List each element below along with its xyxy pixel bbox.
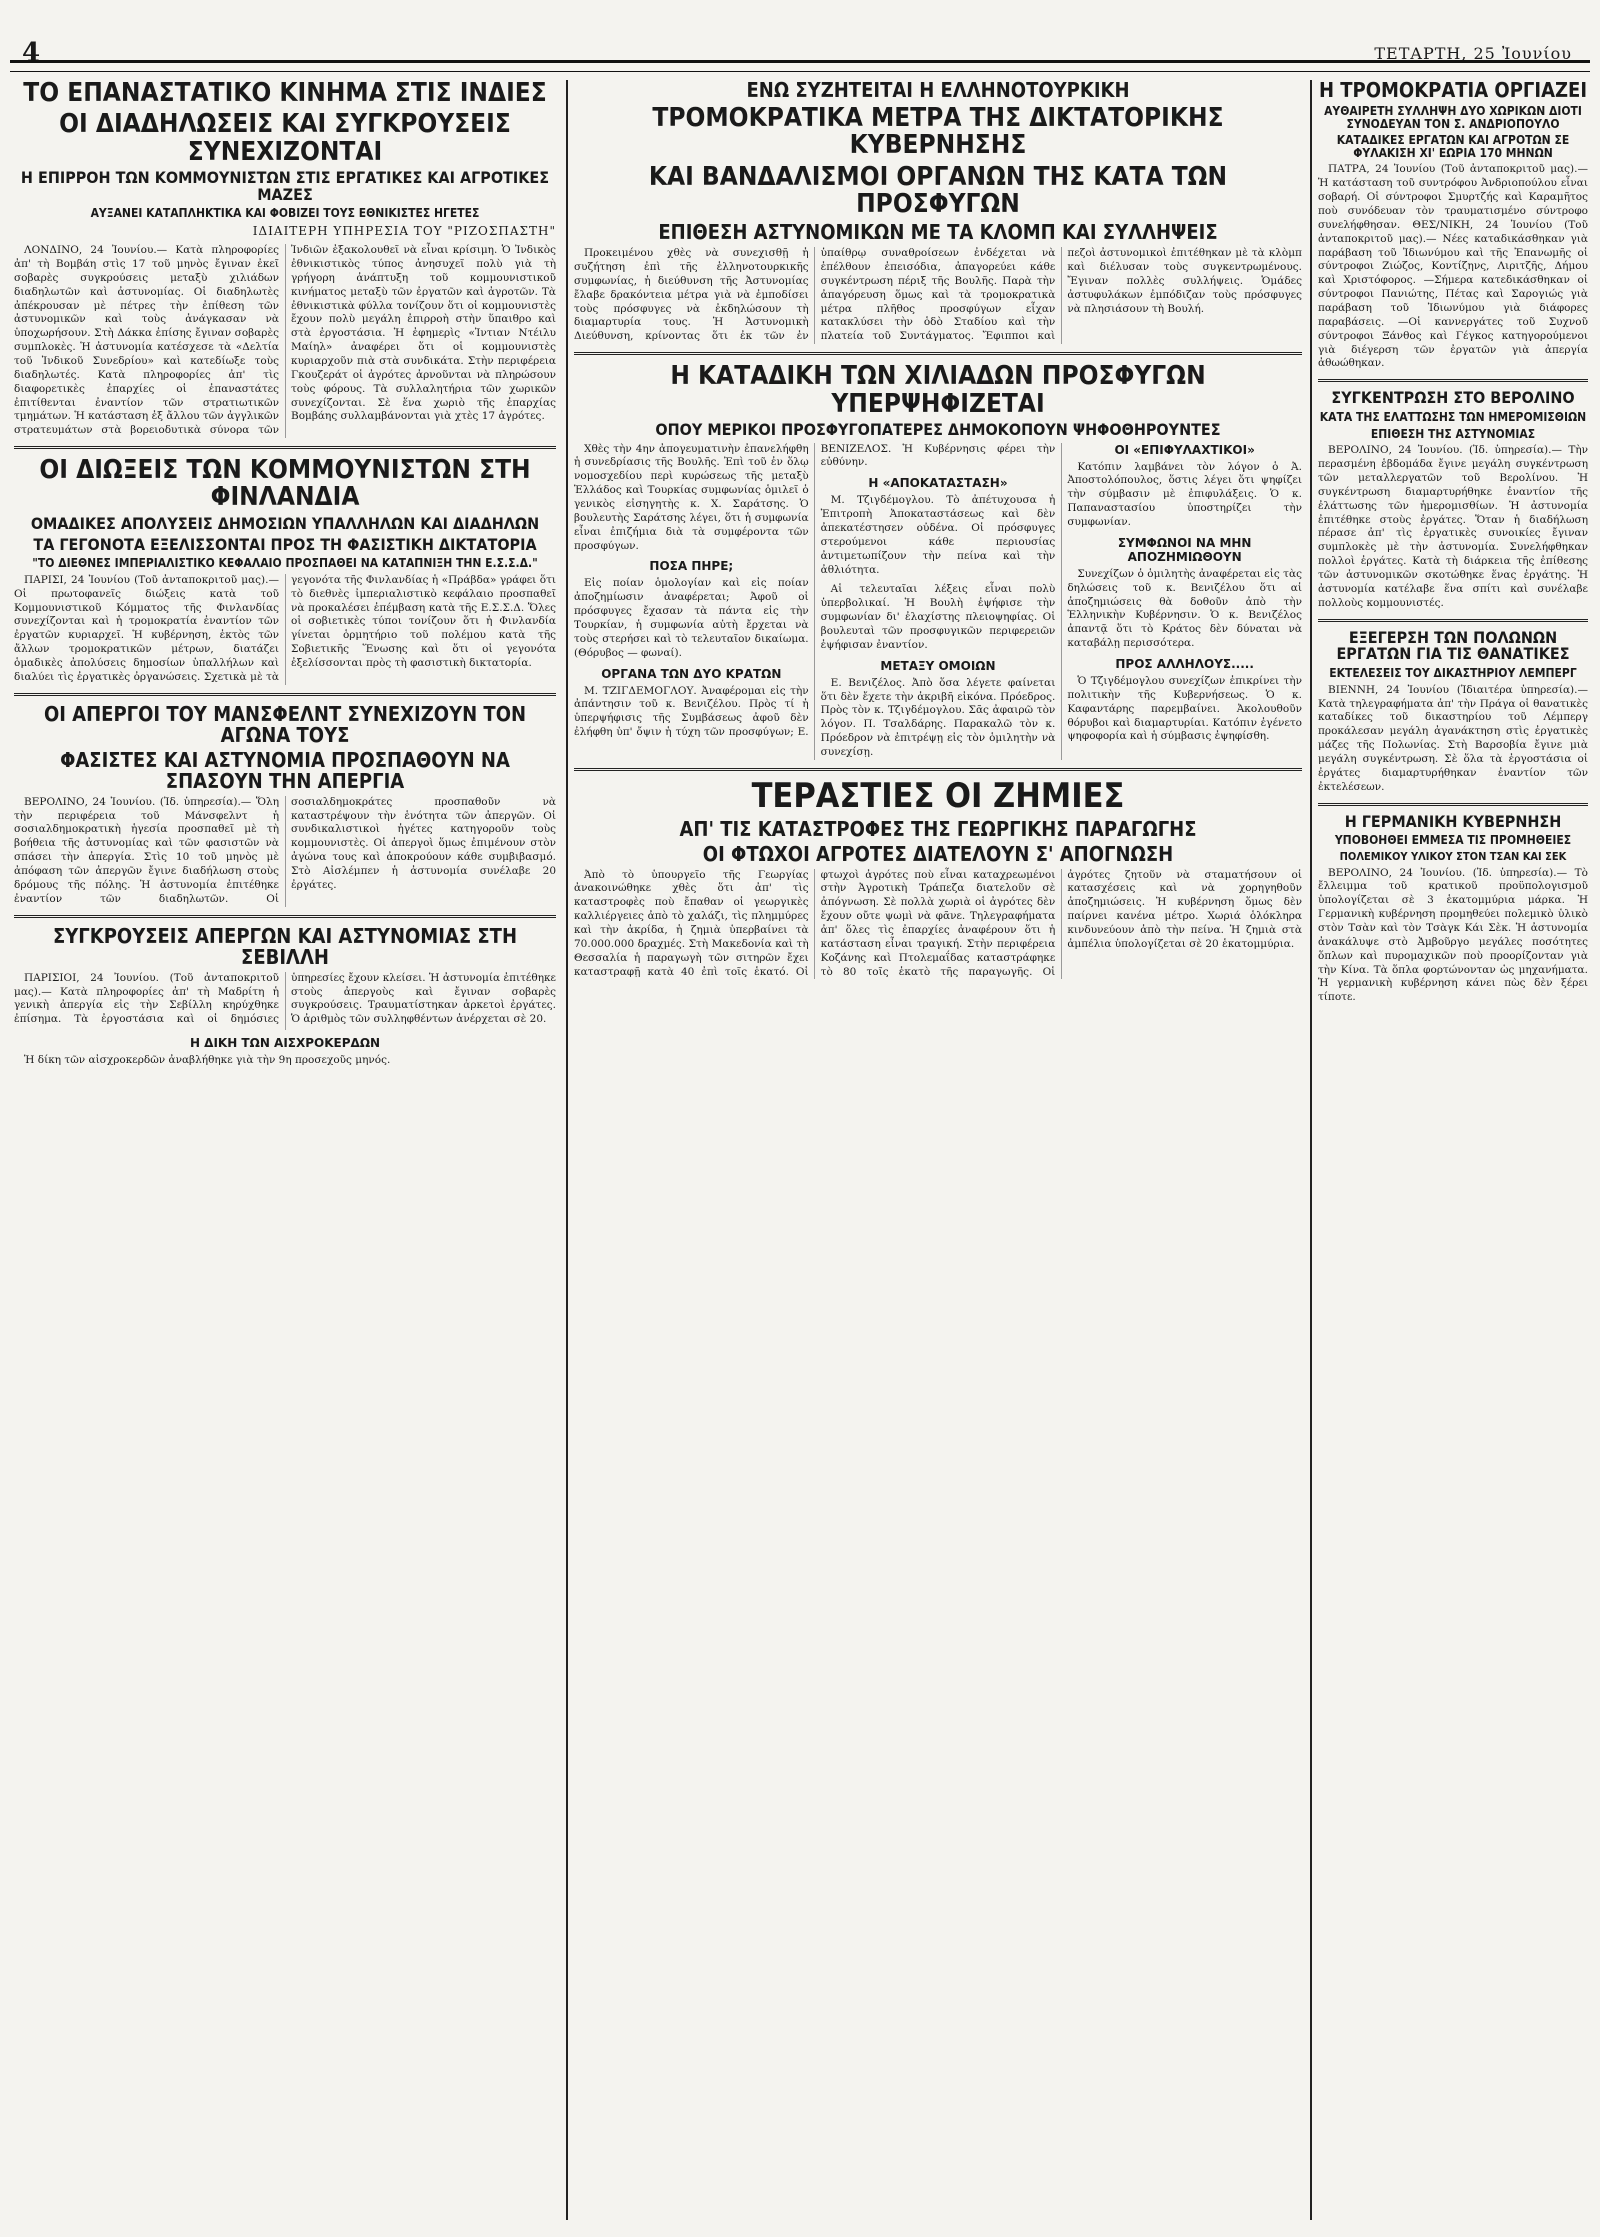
article-germany	[1318, 811, 1588, 1006]
subheadline: ΥΠΟΒΟΗΘΕΙ ΕΜΜΕΣΑ ΤΙΣ ΠΡΟΜΗΘΕΙΕΣ	[1334, 833, 1572, 848]
subheadline: ΚΑΤΑ ΤΗΣ ΕΛΑΤΤΩΣΗΣ ΤΩΝ ΗΜΕΡΟΜΙΣΘΙΩΝ	[1319, 410, 1587, 425]
subheadline: Η ΔΙΚΗ ΤΩΝ ΑΙΣΧΡΟΚΕΡΔΩΝ	[189, 1036, 381, 1051]
separator	[1318, 619, 1588, 622]
headline: ΟΙ ΔΙΩΞΕΙΣ ΤΩΝ ΚΟΜΜΟΥΝΙΣΤΩΝ ΣΤΗ ΦΙΝΛΑΝΔΙΑ	[39, 455, 531, 513]
article-body: Εἰς ποίαν ὁμολογίαν καὶ εἰς ποίαν ἀποζημίωσιν ἀναφέρεται; Ἀφοῦ οἱ πρόσφυγες ἔχασαν τὰ πάντα εἰς τὴν Τουρκίαν, ἡ συμφωνία αὐτὴ ἔρχεται νὰ τοὺς στερήσει καὶ τὸ τελευταῖον δικαίωμα. (Θόρυβος — φωναί).	[574, 577, 809, 659]
section-heading: ΠΟΣΑ ΠΗΡΕ;	[649, 559, 734, 574]
section-heading: ΣΥΜΦΩΝΟΙ ΝΑ ΜΗΝ ΑΠΟΖΗΜΙΩΘΟΥΝ	[1117, 535, 1252, 564]
subheadline: ΕΠΙΘΕΣΗ ΤΗΣ ΑΣΤΥΝΟΜΙΑΣ	[1370, 426, 1536, 441]
section-heading: ΟΙ «ΕΠΙΦΥΛΑΧΤΙΚΟΙ»	[1114, 442, 1255, 457]
article-refugees-vote	[574, 363, 1302, 760]
headline: Η ΤΡΟΜΟΚΡΑΤΙΑ ΟΡΓΙΑΖΕΙ	[1318, 80, 1588, 102]
section-heading: ΟΡΓΑΝΑ ΤΩΝ ΔΥΟ ΚΡΑΤΩΝ	[601, 666, 782, 681]
article-berlin	[1318, 390, 1588, 610]
article-body: Χθὲς τὴν 4ην ἀπογευματινὴν ἐπανελήφθη ἡ συνεδρίασις τῆς Βουλῆς. Ἐπὶ τοῦ ἐν ὅλῳ νομοσχεδίου περὶ κυρώσεως τῆς μεταξὺ Ἑλλάδος καὶ Τουρκίας συμφωνίας ὁμιλεῖ ὁ γενικὸς εἰσηγητὴς κ. Χ. Σαράτσης. Ὁ βουλευτὴς Σαράτσης λέγει, ὅτι ἡ συμφωνία εἶναι ἐπιζήμια διὰ τὰ συμφέροντα τῶν προσφύγων.	[574, 442, 809, 552]
headline: ΤΟ ΕΠΑΝΑΣΤΑΤΙΚΟ ΚΙΝΗΜΑ ΣΤΙΣ ΙΝΔΙΕΣ	[23, 80, 547, 108]
article-body: Ὁ Τζιγδέμογλου συνεχίζων ἐπικρίνει τὴν πολιτικὴν τῆς Κυβερνήσεως. Ὁ κ. Καφαντάρης παρεμβαίνει. Ἀκολουθοῦν θόρυβοι καὶ διαμαρτυρίαι. Κατόπιν ἐγένετο ψηφοφορία καὶ ἡ σύμβασις ἐψηφίσθη.	[1067, 675, 1302, 743]
headline: ΦΑΣΙΣΤΕΣ ΚΑΙ ΑΣΤΥΝΟΜΙΑ ΠΡΟΣΠΑΘΟΥΝ ΝΑ ΣΠΑΣΟΥΝ ΤΗΝ ΑΠΕΡΓΙΑ	[60, 747, 510, 793]
article-greco-turkish	[574, 80, 1302, 344]
article-body: Ἡ δίκη τῶν αἰσχροκερδῶν ἀναβλήθηκε γιὰ τὴν 9η προσεχοῦς μηνός.	[24, 1054, 391, 1067]
article-patras	[1318, 80, 1588, 371]
article-finland	[14, 457, 556, 685]
article-body: Ε. Βενιζέλος. Ἀπὸ ὅσα λέγετε φαίνεται ὅτι δὲν ἔχετε τὴν ἀκριβῆ εἰκόνα. Πρόεδρος. Πρὸς τὸν κ. Τζιγδέμογλου. Σᾶς ἀφαιρῶ τὸν λόγον. Π. Τσαλδάρης. Παρακαλῶ τὸν κ. Πρόεδρον νὰ ἐπιτρέψῃ εἰς τὸν ὁμιλητὴν νὰ συνεχίσῃ.	[820, 676, 1056, 759]
issue-date: ΤΕΤΑΡΤΗ, 25 Ἰουνίου	[1374, 44, 1572, 63]
section-heading: ΜΕΤΑΞΥ ΟΜΟΙΩΝ	[880, 658, 996, 673]
column-divider	[566, 80, 568, 2220]
page-number: 4	[22, 38, 41, 68]
separator	[14, 693, 556, 696]
subheadline: ΟΠΟΥ ΜΕΡΙΚΟΙ ΠΡΟΣΦΥΓΟΠΑΤΕΡΕΣ ΔΗΜΟΚΟΠΟΥΝ ΨΗΦΟΘΗΡΟΥΝΤΕΣ	[655, 419, 1221, 439]
article-body: Προκειμένου χθὲς νὰ συνεχισθῇ ἡ συζήτηση ἐπὶ τῆς ἑλληνοτουρκικῆς συμφωνίας, ἡ διεύθυνση τῆς Ἀστυνομίας ἔλαβε δρακόντεια μέτρα γιὰ νὰ ἐμποδίσει τοὺς πρόσφυγες νὰ ἐκδηλώσουν τὴ διαμαρτυρία τους. Ἡ Ἀστυνομικὴ Διεύθυνση, κρίνοντας ὅτι ἐκ τῶν ἐν ὑπαίθρῳ συναθροίσεων ἐνδέχεται νὰ ἐπέλθουν ἐπεισόδια, ἀπαγορεύει κάθε συγκέντρωση πέριξ τῆς Βουλῆς. Παρὰ τὴν ἀπαγόρευση ὅμως καὶ τὰ τρομοκρατικὰ μέτρα πλῆθος προσφύγων εἶχαν κατακλύσει τὴν ὁδὸ Σταδίου καὶ τὴν πλατεία τοῦ Συντάγματος. Ἔφιπποι καὶ πεζοὶ ἀστυνομικοὶ ἐπιτέθηκαν μὲ τὰ κλὸμπ καὶ διέλυσαν τοὺς συγκεντρωμένους. Ἔγιναν πολλὲς συλλήψεις. Ὁμάδες ἀστυφυλάκων ἐμπόδιζαν τοὺς πρόσφυγες νὰ πλησιάσουν τὴ Βουλή.	[574, 247, 1302, 343]
section-heading: ΠΡΟΣ ΑΛΛΗΛΟΥΣ.....	[1115, 657, 1254, 672]
article-body: Αἱ τελευταῖαι λέξεις εἶναι πολὺ ὑπερβολικαί. Ἡ Βουλὴ ἐψήφισε τὴν συμφωνίαν δι' ἐλαχίστης πλειοψηφίας. Οἱ βουλευταὶ τῶν προσφυγικῶν περιφερειῶν ἐψήφισαν ἐναντίον.	[820, 583, 1056, 651]
masthead-rule	[10, 60, 1590, 72]
subheadline: ΑΥΞΑΝΕΙ ΚΑΤΑΠΛΗΚΤΙΚΑ ΚΑΙ ΦΟΒΙΖΕΙ ΤΟΥΣ ΕΘΝΙΚΙΣΤΕΣ ΗΓΕΤΕΣ	[90, 206, 480, 221]
right-column	[1318, 80, 1588, 2220]
article-body: Συνεχίζων ὁ ὁμιλητὴς ἀναφέρεται εἰς τὰς δηλώσεις τοῦ κ. Βενιζέλου ὅτι αἱ ἀποζημιώσεις θὰ δοθοῦν ἀπὸ τὴν Ἑλληνικὴν Κυβέρνησιν. Ὁ κ. Βενιζέλος ἀπαντᾷ ὅτι τὸ Κράτος δὲν δύναται νὰ καταβάλῃ περισσότερα.	[1067, 567, 1302, 650]
separator	[1318, 803, 1588, 806]
separator	[14, 446, 556, 449]
article-body: ΠΑΤΡΑ, 24 Ἰουνίου (Τοῦ ἀνταποκριτοῦ μας).— Ἡ κατάσταση τοῦ συντρόφου Ἀνδριοπούλου εἶναι σοβαρή. Οἱ σύντροφοι Σμυρτζής καὶ Καραμῆτος ποὺ συνόδευαν τὸν τραυματισμένο σύντροφο συνελήφθησαν. ΘΕΣ/ΝΙΚΗ, 24 Ἰουνίου (Τοῦ ἀνταποκριτοῦ μας).— Νέες καταδικάσθηκαν γιὰ παράβαση τοῦ Ἰδιωνύμου καὶ τῆς Ἐπανωμῆς οἱ σύντροφοι Ζιώζος, Κοντίζηνς, Λιριτζῆς, Δήμου καὶ Χριστόφορος. —Σήμερα κατεδικάσθηκαν οἱ σύντροφοι Πανιώτης, Πέτας καὶ Σαρογιώς γιὰ παράβαση τοῦ Ἰδιωνύμου γιὰ διάφορες παραβάσεις. —Οἱ καννεργάτες τοῦ Συχνοῦ σύντροφοι Ξάνθος καὶ Γέγκος κατηγορούμενοι γιὰ διέγερση τῶν ἐργατῶν γιὰ ἀπεργία ἀθωώθηκαν.	[1318, 163, 1588, 370]
headline: ΣΥΓΚΡΟΥΣΕΙΣ ΑΠΕΡΓΩΝ ΚΑΙ ΑΣΤΥΝΟΜΙΑΣ ΣΤΗ ΣΕΒΙΛΛΗ	[52, 923, 517, 969]
article-body: ΒΕΡΟΛΙΝΟ, 24 Ἰουνίου. (Ἰδ. ὑπηρεσία).— Ὅλη τὴν περιφέρεια τοῦ Μάνσφελντ ἡ σοσιαλδημοκρατικὴ ἡγεσία προσπαθεῖ μὲ τὴ βοήθεια τῆς ἀστυνομίας καὶ τῶν φασιστῶν νὰ σπάσει τὴν ἀπεργία. Στὶς 10 τοῦ μηνὸς μὲ ἀπόφαση τῶν ἀπεργῶν ἔγινε διαδήλωση στοὺς δρόμους τῆς πόλης. Ἡ ἀστυνομία ἐπιτέθηκε ἐναντίον τῶν διαδηλωτῶν. Οἱ σοσιαλδημοκράτες προσπαθοῦν νὰ καταστρέψουν τὴν ἑνότητα τῶν ἀπεργῶν. Οἱ συνδικαλιστικοὶ ἡγέτες κατηγοροῦν τοὺς κομμουνιστὲς. Οἱ ἀπεργοὶ ὅμως ἐπιμένουν στὸν ἀγώνα τους καὶ ἀποκρούουν κάθε συμβιβασμό. Στὸ Αἰσλέμπεν ἡ ἀστυνομία συνέλαβε 20 ἐργάτες.	[14, 795, 556, 905]
subheadline: ΟΙ ΦΤΩΧΟΙ ΑΓΡΟΤΕΣ ΔΙΑΤΕΛΟΥΝ Σ' ΑΠΟΓΝΩΣΗ	[702, 841, 1174, 866]
left-column	[14, 80, 556, 2220]
headline: ΚΑΙ ΒΑΝΔΑΛΙΣΜΟΙ ΟΡΓΑΝΩΝ ΤΗΣ ΚΑΤΑ ΤΩΝ ΠΡΟΣΦΥΓΩΝ	[648, 161, 1228, 219]
subheadline: "ΤΟ ΔΙΕΘΝΕΣ ΙΜΠΕΡΙΑΛΙΣΤΙΚΟ ΚΕΦΑΛΑΙΟ ΠΡΟΣΠΑΘΕΙ ΝΑ ΚΑΤΑΠΝΙΞΗ ΤΗΝ Ε.Σ.Σ.Δ."	[32, 556, 538, 571]
subheadline: ΕΚΤΕΛΕΣΕΙΣ ΤΟΥ ΔΙΚΑΣΤΗΡΙΟΥ ΛΕΜΠΕΡΓ	[1329, 666, 1577, 681]
article-mansfeld	[14, 701, 556, 907]
subheadline: ΕΠΙΘΕΣΗ ΑΣΤΥΝΟΜΙΚΩΝ ΜΕ ΤΑ ΚΛΟΜΠ ΚΑΙ ΣΥΛΛΗΨΕΙΣ	[658, 220, 1218, 245]
headline: ΤΡΟΜΟΚΡΑΤΙΚΑ ΜΕΤΡΑ ΤΗΣ ΔΙΚΤΑΤΟΡΙΚΗΣ ΚΥΒΕΡΝΗΣΗΣ	[652, 103, 1224, 161]
headline: Η ΓΕΡΜΑΝΙΚΗ ΚΥΒΕΡΝΗΣΗ	[1344, 811, 1562, 831]
column-divider	[1310, 80, 1312, 2220]
article-body: Μ. ΤΖΙΓΔΕΜΟΓΛΟΥ. Ἀναφέρομαι εἰς τὴν ἀπάντησιν τοῦ κ. Βενιζέλου. Πρὸς τί ἡ ὑπερψήφισις τῆς Συμβάσεως ἀφοῦ δὲν ἐλήφθη ὑπ' ὄψιν ἡ τύχη τῶν προσφύγων; Ε. ΒΕΝΙΖΕΛΟΣ. Ἡ Κυβέρνησις φέρει τὴν εὐθύνην.	[574, 442, 1056, 739]
headline: ΟΙ ΑΠΕΡΓΟΙ ΤΟΥ ΜΑΝΣΦΕΛΝΤ ΣΥΝΕΧΙΖΟΥΝ ΤΟΝ ΑΓΩΝΑ ΤΟΥΣ	[43, 701, 527, 747]
subheadline: ΟΜΑΔΙΚΕΣ ΑΠΟΛΥΣΕΙΣ ΔΗΜΟΣΙΩΝ ΥΠΑΛΛΗΛΩΝ ΚΑΙ ΔΙΑΔΗΛΩΝ	[30, 513, 540, 533]
article-india	[14, 80, 556, 438]
article-body: Κατόπιν λαμβάνει τὸν λόγον ὁ Ἀ. Ἀποστολόπουλος, ὅστις λέγει ὅτι ψηφίζει τὴν σύμβασιν μὲ ἐπιφυλάξεις. Ὁ κ. Παπαναστασίου ὑποστηρίζει τὴν συμφωνίαν.	[1067, 460, 1302, 529]
article-body: ΒΕΡΟΛΙΝΟ, 24 Ἰουνίου. (Ἰδ. ὑπηρεσία).— Τὸ ἔλλειμμα τοῦ κρατικοῦ προϋπολογισμοῦ ὑπολογίζεται σὲ 3 ἑκατομμύρια μάρκα. Ἡ Γερμανικὴ κυβέρνηση προμηθεύει πολεμικὸ ὑλικὸ στὸν Τσὰν καὶ τὸν Τσὰγκ Κάι Σὲκ. Ἡ ἀστυνομία ἀνακάλυψε στὸ Ἀμβοῦργο μεγάλες ποσότητες ὅπλων καὶ πυρομαχικῶν ποὺ προορίζονταν γιὰ τὴν Κίνα. Τὰ ὅπλα φορτώνονταν ὡς μηχανήματα. Ἡ γερμανικὴ κυβέρνηση κάνει πὼς δὲν ξέρει τίποτε.	[1318, 866, 1588, 1004]
article-warsaw	[1318, 627, 1588, 795]
separator	[574, 352, 1302, 355]
article-body: ΠΑΡΙΣΙΟΙ, 24 Ἰουνίου. (Τοῦ ἀνταποκριτοῦ μας).— Κατὰ πληροφορίες ἀπ' τὴ Μαδρίτη ἡ γενικὴ ἀπεργία εἰς τὴν Σεβίλλη κηρύχθηκε ἐπίσημα. Τὰ ἐργοστάσια καὶ οἱ δημόσιες ὑπηρεσίες ἔχουν κλείσει. Ἡ ἀστυνομία ἐπιτέθηκε στοὺς ἀπεργοὺς καὶ ἔγιναν σοβαρὲς συγκρούσεις. Τραυματίστηκαν ἀρκετοὶ ἐργάτες. Ὁ ἀριθμὸς τῶν συλληφθέντων ἀνέρχεται σὲ 20.	[14, 971, 556, 1026]
article-body: Μ. Τζιγδέμογλου. Τὸ ἀπέτυχουσα ἡ Ἐπιτροπὴ Ἀποκαταστάσεως καὶ δὲν ἀπεκατέστησεν οὐδένα. Οἱ πρόσφυγες στερούμενοι κάθε περιουσίας ἀντιμετωπίζουν τὴν πείνα καὶ τὴν ἀθλιότητα.	[820, 494, 1056, 576]
headline: ΕΞΕΓΕΡΣΗ ΤΩΝ ΠΟΛΩΝΩΝ ΕΡΓΑΤΩΝ ΓΙΑ ΤΙΣ ΘΑΝΑΤΙΚΕΣ	[1336, 627, 1570, 664]
separator	[574, 768, 1302, 771]
article-agricultural-damage	[574, 775, 1302, 980]
headline: ΣΥΓΚΕΝΤΡΩΣΗ ΣΤΟ ΒΕΡΟΛΙΝΟ	[1331, 388, 1575, 408]
separator	[1318, 379, 1588, 382]
subheadline: ΠΟΛΕΜΙΚΟΥ ΥΛΙΚΟΥ ΣΤΟΝ ΤΣΑΝ ΚΑΙ ΣΕΚ	[1339, 850, 1567, 864]
center-column	[574, 80, 1302, 2220]
article-body: ΛΟΝΔΙΝΟ, 24 Ἰουνίου.— Κατὰ πληροφορίες ἀπ' τὴ Βομβάη στὶς 17 τοῦ μηνὸς ἔγιναν ἐκεῖ σοβαρὲς συγκρούσεις μεταξὺ χιλιάδων διαδηλωτῶν καὶ ἀστυνομίας. Οἱ διαδηλωτὲς ἀπέκρουσαν μὲ πέτρες τὴν ἐπίθεση τῶν ἀστυνομικῶν καὶ τοὺς ἀνάγκασαν νὰ ὑποχωρήσουν. Στὴ Δάκκα ἐπίσης ἔγιναν σοβαρὲς συμπλοκὲς. Ἡ ἀστυνομία κατέσχεσε τὰ «Δελτία τοῦ Ἰνδικοῦ Συνεδρίου» καὶ κατεδίωξε τοὺς διαδηλωτές. Κατὰ πληροφορίες ἀπ' τὶς διαφορετικὲς ἐπαρχίες οἱ ἐπαναστάτες ἐπιτίθενται ἐναντίον τῶν στρατιωτικῶν τμημάτων. Ἡ κατάσταση ἐξ ἄλλου τῶν ἀγγλικῶν στρατευμάτων στὰ βορειοδυτικὰ σύνορα τῶν Ἰνδιῶν ἐξακολουθεῖ νὰ εἶναι κρίσιμη. Ὁ Ἰνδικὸς ἐθνικιστικὸς τύπος ἀνησυχεῖ πολὺ γιὰ τὴ γρήγορη ἀνάπτυξη τοῦ κομμουνιστικοῦ κινήματος μεταξὺ τῶν ἐργατῶν καὶ ἀγροτῶν. Τὰ ἐθνικιστικὰ φύλλα τονίζουν ὅτι οἱ κομμουνιστὲς ἔχουν πολὺ μεγάλη ἐπιρροὴ στὴν ὕπαιθρο καὶ στὰ ἐργοστάσια. Ἡ ἐφημερὶς «Ἰντιαν Ντέιλυ Μαίηλ» ἀναφέρει ὅτι οἱ κομμουνιστὲς κυριαρχοῦν πιὰ στὰ συνδικάτα. Στὴν περιφέρεια Γκουζεράτ οἱ ἀγρότες ἀρνοῦνται νὰ πληρώσουν τοὺς φόρους. Τὰ συλλαλητήρια τῶν χωρικῶν συνεχίζονται. Σὲ ἕνα χωριὸ τῆς ἐπαρχίας Βομβάης συλλαμβάνονται γιὰ χτὲς 17 ἀγρότες.	[14, 244, 556, 437]
headline: ΤΕΡΑΣΤΙΕΣ ΟΙ ΖΗΜΙΕΣ	[751, 775, 1125, 816]
subheadline: Η ΕΠΙΡΡΟΗ ΤΩΝ ΚΟΜΜΟΥΝΙΣΤΩΝ ΣΤΙΣ ΕΡΓΑΤΙΚΕΣ ΚΑΙ ΑΓΡΟΤΙΚΕΣ ΜΑΖΕΣ	[20, 167, 550, 204]
subheadline: ΑΠ' ΤΙΣ ΚΑΤΑΣΤΡΟΦΕΣ ΤΗΣ ΓΕΩΡΓΙΚΗΣ ΠΑΡΑΓΩΓΗΣ	[679, 816, 1197, 841]
article-body: ΒΕΡΟΛΙΝΟ, 24 Ἰουνίου. (Ἰδ. ὑπηρεσία).— Τὴν περασμένη ἑβδομάδα ἔγινε μεγάλη συγκέντρωση τῶν μεταλλεργατῶν τοῦ Βερολίνου. Ἡ συγκέντρωση διαμαρτυρήθηκε ἐναντίον τῆς ἐλάττωσης τῶν ἡμερομισθίων. Ἡ ἀστυνομία ἐπιτέθηκε στοὺς ἐργάτες. Ὅταν ἡ διαδήλωση πέρασε ἀπ' τὶς ἐργατικὲς συνοικίες ἔγιναν συμπλοκὲς μὲ τὴν ἀστυνομία. Συνελήφθηκαν πολλοὶ ἐργάτες. Κατὰ τὴ διάρκεια τῆς ἐπίθεσης τῶν ἀστυνομικῶν σκοτώθηκε ἕνας ἐργάτης. Ἡ ἀστυνομία κατέλαβε ἕνα σπίτι καὶ συνέλαβε πολλοὺς κομμουνιστές.	[1318, 444, 1588, 609]
subheadline: ΚΑΤΑΔΙΚΕΣ ΕΡΓΑΤΩΝ ΚΑΙ ΑΓΡΟΤΩΝ ΣΕ ΦΥΛΑΚΙΣΗ ΧΙ' ΕΩΡΙΑ 170 ΜΗΝΩΝ	[1336, 133, 1570, 160]
article-body: ΠΑΡΙΣΙ, 24 Ἰουνίου (Τοῦ ἀνταποκριτοῦ μας).— Οἱ πρωτοφανεῖς διώξεις κατὰ τοῦ Κομμουνιστικοῦ Κόμματος τῆς Φινλανδίας συνεχίζονται καὶ ἡ τρομοκρατία ἐναντίον τῶν ἐργατῶν κυριαρχεῖ. Ἡ κυβέρνηση, ἐκτὸς τῶν ἄλλων τρομοκρατικῶν μέτρων, διατάζει ὁμαδικὲς ἀπολύσεις δημοσίων ὑπαλλήλων καὶ διαλύει τὶς ἐργατικὲς ὀργανώσεις. Σχετικὰ μὲ τὰ γεγονότα τῆς Φινλανδίας ἡ «Πράβδα» γράφει ὅτι τὸ διεθνὲς ἰμπεριαλιστικὸ κεφάλαιο προσπαθεῖ νὰ προκαλέσει ἐπέμβαση κατὰ τῆς Ε.Σ.Σ.Δ. Ὅλες οἱ σοβιετικὲς τύποι τονίζουν ὅτι ἡ Φινλανδία γίνεται ὁρμητήριο τοῦ πολέμου κατὰ τῆς Σοβιετικῆς Ἕνωσης καὶ ὅτι οἱ γεγονότα ἐξελίσσονται πρὸς τὴ φασιστικὴ δικτατορία.	[14, 573, 556, 683]
subheadline: ΑΥΘΑΙΡΕΤΗ ΣΥΛΛΗΨΗ ΔΥΟ ΧΩΡΙΚΩΝ ΔΙΟΤΙ ΣΥΝΟΔΕΥΑΝ ΤΟΝ Σ. ΑΝΔΡΙΟΠΟΥΛΟ	[1324, 104, 1582, 131]
article-seville	[14, 923, 556, 1068]
byline: ΙΔΙΑΙΤΕΡΗ ΥΠΗΡΕΣΙΑ ΤΟΥ "ΡΙΖΟΣΠΑΣΤΗ"	[252, 224, 556, 239]
headline: Η ΚΑΤΑΔΙΚΗ ΤΩΝ ΧΙΛΙΑΔΩΝ ΠΡΟΣΦΥΓΩΝ ΥΠΕΡΨΗΦΙΖΕΤΑΙ	[670, 361, 1206, 419]
headline: ΟΙ ΔΙΑΔΗΛΩΣΕΙΣ ΚΑΙ ΣΥΓΚΡΟΥΣΕΙΣ ΣΥΝΕΧΙΖΟΝΤΑΙ	[59, 109, 511, 167]
headline: ΕΝΩ ΣΥΖΗΤΕΙΤΑΙ Η ΕΛΛΗΝΟΤΟΥΡΚΙΚΗ	[746, 80, 1130, 102]
article-body: ΒΙΕΝΝΗ, 24 Ἰουνίου (Ἰδιαιτέρα ὑπηρεσία).— Κατὰ τηλεγραφήματα ἀπ' τὴν Πράγα οἱ θανατικὲς καταδίκες τοῦ δικαστηρίου τοῦ Λέμπεργ προκάλεσαν μεγάλη ἀγανάκτηση στὶς ἐργατικὲς μάζες τῆς Πολωνίας. Στὴ Βαρσοβία ἔγινε μιὰ μεγάλη συγκέντρωση. Σὲ ὅλα τὰ ἐργοστάσια οἱ ἐργάτες διαμαρτυρήθηκαν ἐναντίον τῶν ἐκτελέσεων.	[1318, 683, 1588, 793]
separator	[14, 915, 556, 918]
article-body: Ἀπὸ τὸ ὑπουργεῖο τῆς Γεωργίας ἀνακοινώθηκε χθὲς ὅτι ἀπ' τὶς καταστροφὲς ποὺ ἔπαθαν οἱ γεωργικὲς καλλιέργειες ἀπὸ τὸ χαλάζι, τὶς πλημμύρες καὶ τὴν ἀκρίδα, ἡ ζημιὰ ὑπερβαίνει τὰ 70.000.000 δραχμές. Στὴ Μακεδονία καὶ τὴ Θεσσαλία ἡ παραγωγὴ τῶν σιτηρῶν ἔχει καταστραφῇ κατὰ 40 ἐπὶ τοῖς ἑκατό. Οἱ φτωχοὶ ἀγρότες ποὺ εἶναι καταχρεωμένοι στὴν Ἀγροτικὴ Τράπεζα διατελοῦν σὲ ἀπόγνωση. Σὲ πολλὰ χωριὰ οἱ ἀγρότες δὲν ἔχουν οὔτε ψωμὶ νὰ φᾶνε. Τηλεγραφήματα ἀπ' ὅλες τὶς ἐπαρχίες ἀναφέρουν ὅτι ἡ κατάσταση εἶναι τραγική. Στὴν περιφέρεια Κοζάνης καὶ Πτολεμαΐδας καταστράφηκε τὸ 80 τοῖς ἑκατὸ τῆς παραγωγῆς. Οἱ ἀγρότες ζητοῦν νὰ σταματήσουν οἱ κατασχέσεις καὶ νὰ χορηγηθοῦν ἀποζημιώσεις. Ἡ κυβέρνηση ὅμως δὲν παίρνει κανένα μέτρο. Χωριά ὁλόκληρα κινδυνεύουν ἀπὸ τὴν πείνα. Ἡ ζημιὰ στὰ ἀμπέλια ὑπολογίζεται σὲ 20 ἑκατομμύρια.	[574, 868, 1302, 978]
section-heading: Η «ΑΠΟΚΑΤΑΣΤΑΣΗ»	[868, 476, 1008, 491]
subheadline: ΤΑ ΓΕΓΟΝΟΤΑ ΕΞΕΛΙΣΣΟΝΤΑΙ ΠΡΟΣ ΤΗ ΦΑΣΙΣΤΙΚΗ ΔΙΚΤΑΤΟΡΙΑ	[33, 534, 537, 554]
